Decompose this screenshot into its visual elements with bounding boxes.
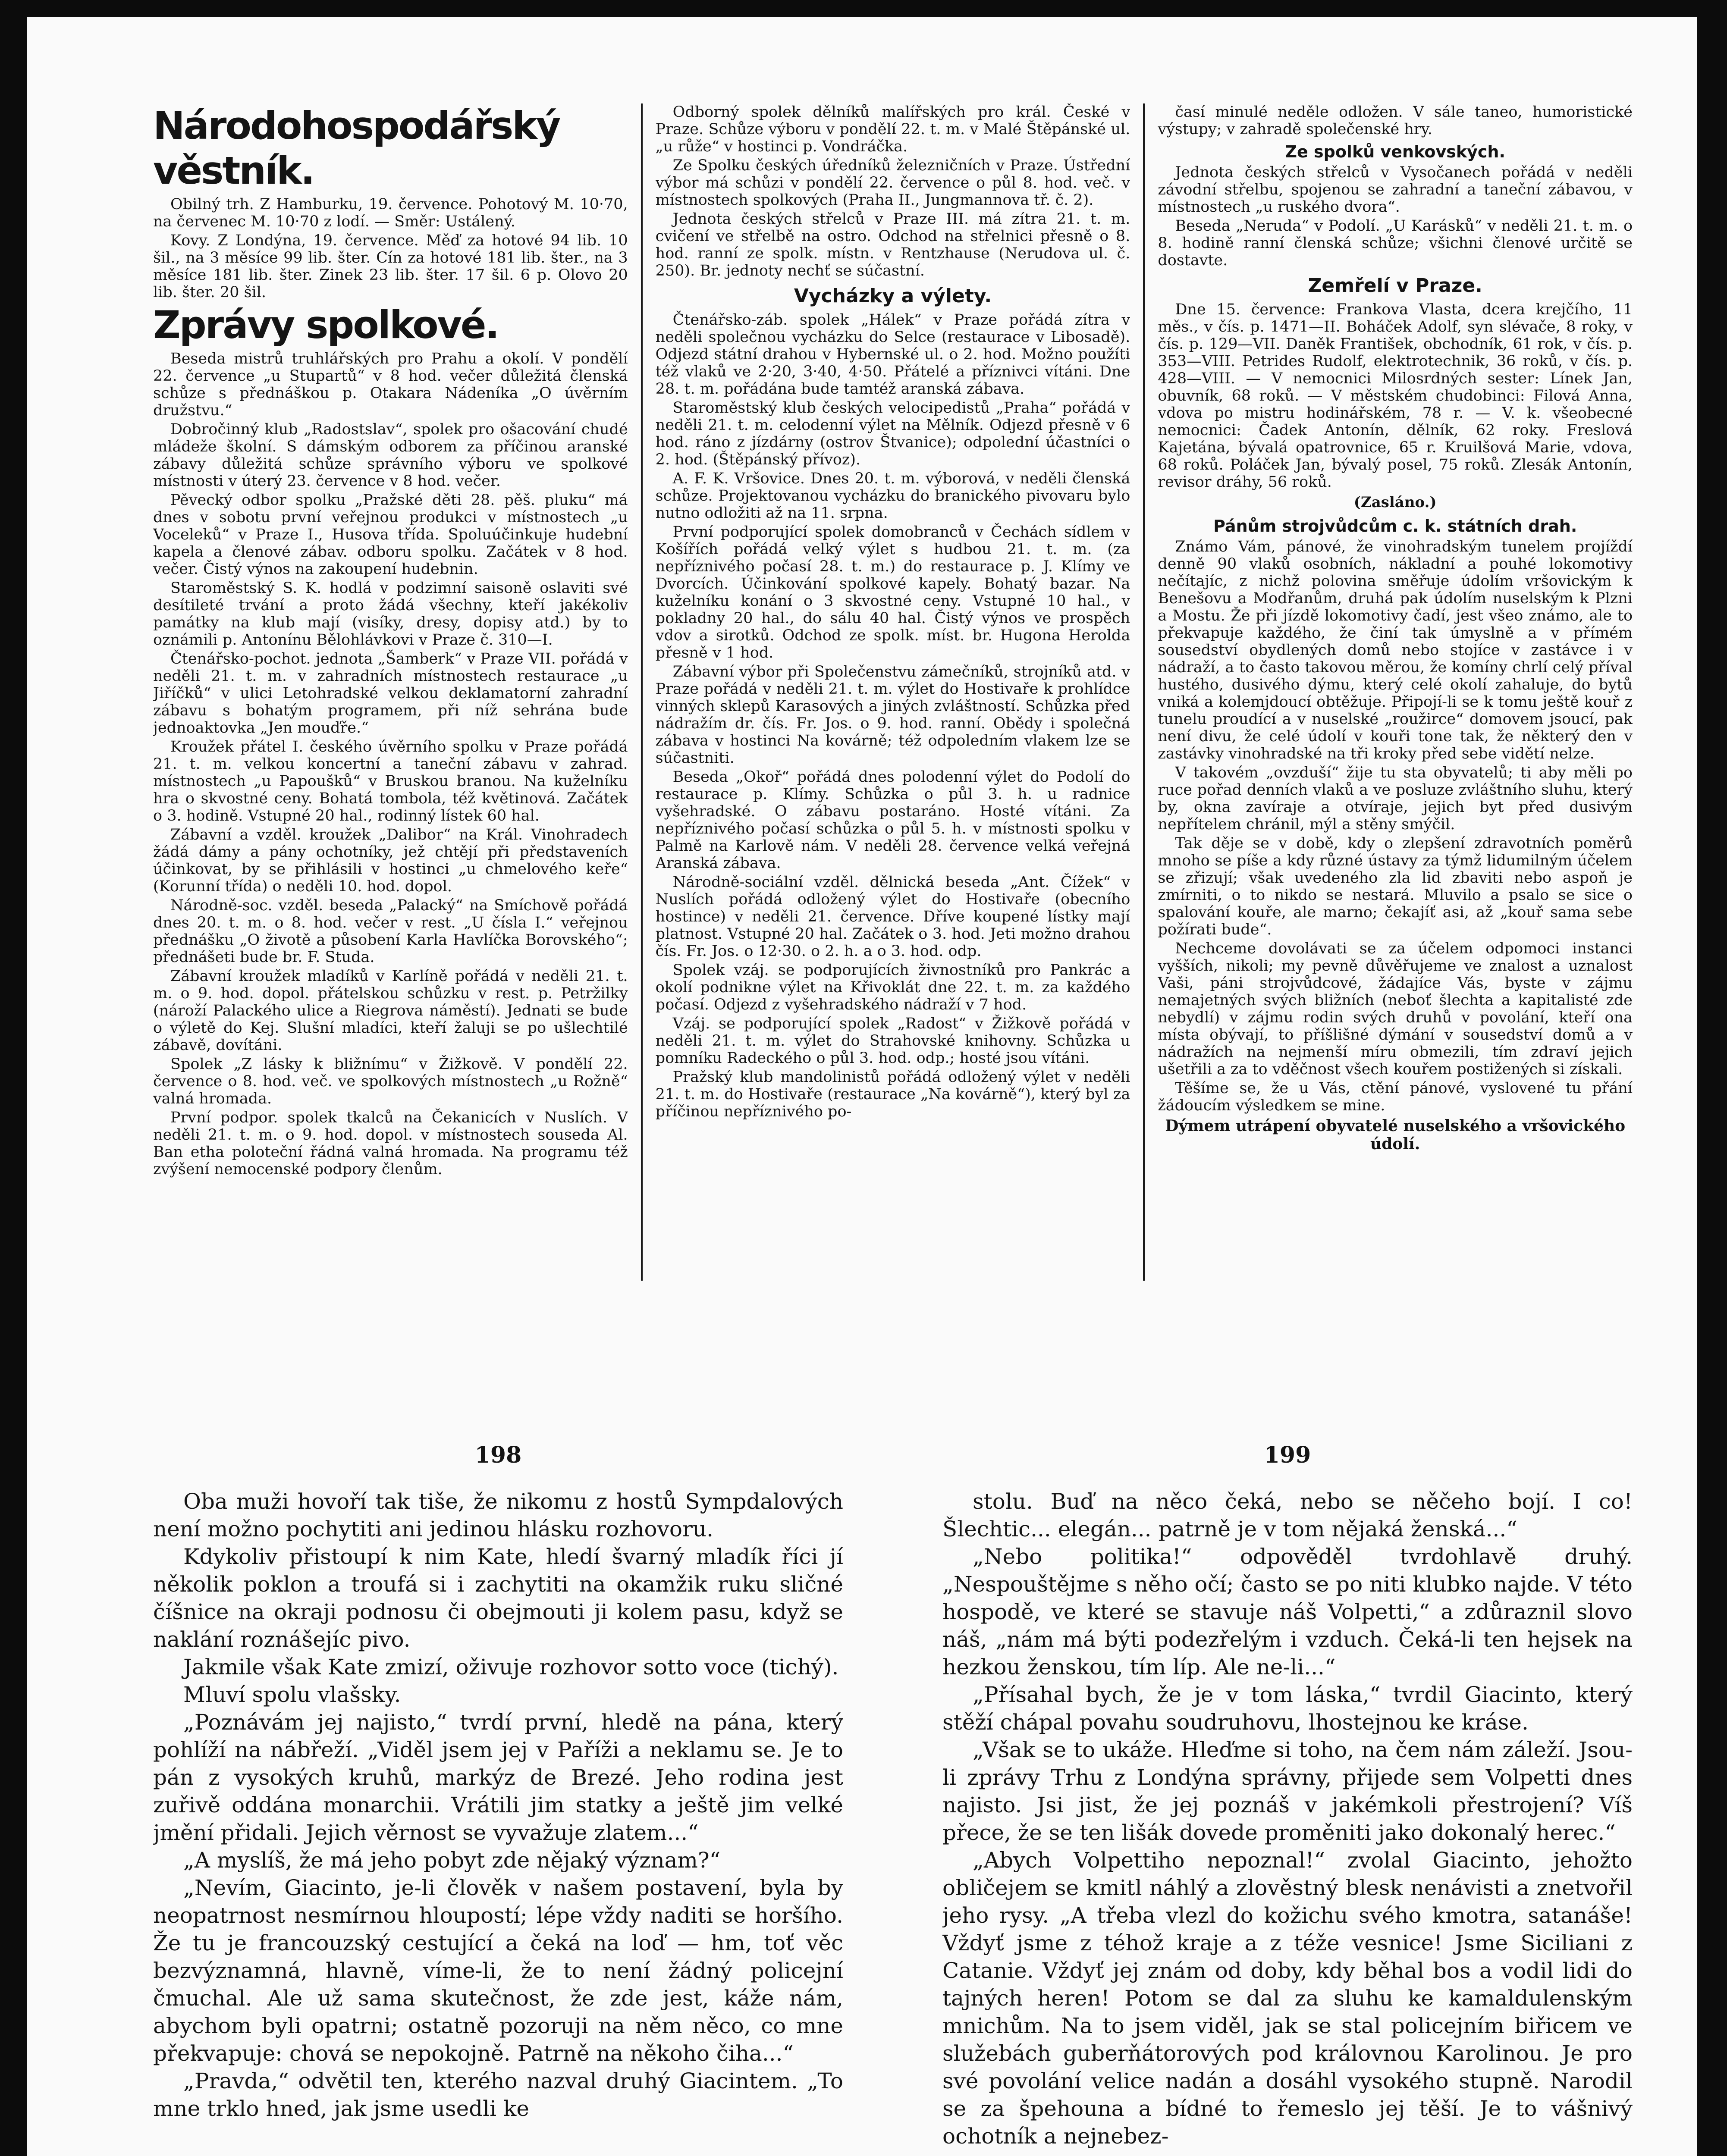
paragraph: Pražský klub mandolinistů pořádá odložený výlet v neděli 21. t. m. do Hostivaře (restaurace „Na kovárně“), který byl za příčinou nepříznivého po- — [655, 1069, 1130, 1120]
paragraph: „Přísahal bych, že je v tom láska,“ tvrdil Giacinto, který stěží chápal povahu soudruhovu, lhostejnou ke kráse. — [942, 1682, 1633, 1735]
paragraphs-market — [153, 196, 628, 301]
paragraphs-club-news-cont — [656, 103, 1130, 279]
paragraph: Mluví spolu vlašsky. — [183, 1682, 401, 1707]
scan-border-right — [1697, 0, 1727, 2156]
novel-page-left — [153, 1440, 843, 2156]
paragraph: Beseda „Neruda“ v Podolí. „U Karásků“ v neděli 21. t. m. o 8. hodině ranní členská schůze; všichni členové určitě se dostavte. — [1158, 217, 1633, 269]
column-divider — [641, 103, 643, 1281]
paragraph: Tak děje se v době, kdy o zlepšení zdravotních poměrů mnoho se píše a kdy různé ústavy za týmž lidumilným účelem se zřizují; však uvedeného zla lid zbaviti nebo aspoň je zmírniti, o to nikdo se nestará. Mluvilo a psalo se sice o spalování kouře, ale marno; čekajíť asi, až „kouř sama sebe požírati bude“. — [1158, 835, 1633, 938]
paragraph: Spolek „Z lásky k bližnímu“ v Žižkově. V pondělí 22. července o 8. hod. več. ve spolkových místnostech „u Rožně“ valná hromada. — [153, 1056, 628, 1107]
column-middle — [656, 103, 1130, 1281]
paragraph: Obilný trh. Z Hamburku, 19. července. Pohotový M. 10·70, na červenec M. 10·70 z lodí. — Směr: Ustálený. — [153, 196, 628, 230]
paragraph: Kovy. Z Londýna, 19. července. Měď za hotové 94 lib. 10 šil., na 3 měsíce 99 lib. šter. Cín za hotové 181 lib. šter., na 3 měsíce 181 lib. šter. Zinek 23 lib. šter. 17 šil. 6 p. Olovo 20 lib. šter. 20 šil. — [153, 232, 628, 301]
paragraph: Zábavní kroužek mladíků v Karlíně pořádá v neděli 21. t. m. o 9. hod. dopol. přátelskou schůzku v rest. p. Petržilky (nároží Palackého ulice a Riegrova náměstí). Jednati se bude o výletě do Kej. Slušní mladíci, kteří žaluji se po ušlechtilé zábavě, dovítáni. — [153, 968, 628, 1054]
paragraph: Beseda „Okoř“ pořádá dnes polodenní výlet do Podolí do restaurace p. Klímy. Schůzka o půl 3. h. u radnice vyšehradské. O zábavu postaráno. Hosté vítáni. Za nepříznivého počasí schůzka o půl 5. h. v místnosti spolku v Palmě na Karlově nám. V neděli 28. července velká veřejná Aranská zábava. — [655, 768, 1130, 872]
paragraph: Těšíme se, že u Vás, ctění pánové, vyslovené tu přání žádoucím výsledkem se mine. — [1158, 1080, 1633, 1114]
paragraph: „Poznávám jej najisto,“ tvrdí první, hledě na pána, který pohlíží na nábřeží. „Viděl jsem jej v Paříži a neklamu se. Je to pán z vysokých kruhů, markýz de Brezé. Jeho rodina jest zuřivě oddána monarchii. Vrátili jim statky a ještě jim velké jmění přidali. Jejich věrnost se vyvažuje zlatem...“ — [153, 1710, 843, 1845]
page-number-right: 199 — [1264, 1442, 1311, 1468]
paragraph: Jakmile však Kate zmizí, oživuje rozhovor sotto voce (tichý). — [183, 1655, 839, 1680]
paragraph: Národně-soc. vzděl. beseda „Palacký“ na Smíchově pořádá dnes 20. t. m. o 8. hod. večer v rest. „U čísla I.“ veřejnou přednášku „O životě a působení Karla Havlíčka Borovského“; přednášeti bude br. F. Studa. — [153, 897, 628, 966]
paragraph: Dobročinný klub „Radostslav“, spolek pro ošacování chudé mládeže školní. S dámským odborem za příčinou aranské zábavy důležitá schůze správního výboru ve spolkové místnosti v úterý 23. července v 8 hod. večer. — [153, 421, 628, 490]
paragraph: stolu. Buď na něco čeká, nebo se něčeho bojí. I co! Šlechtic... elegán... patrně je v tom nějaká ženská...“ — [942, 1489, 1633, 1542]
heading-economic-bulletin: Národohospodářský věstník. — [153, 103, 560, 193]
paragraph: „Však se to ukáže. Hleďme si toho, na čem nám záleží. Jsou-li zprávy Trhu z Londýna správny, přijede sem Volpetti dnes najisto. Jsi jist, že jej poznáš v jakémkoli přestrojení? Víš přece, že se ten lišák dovede proměniti jako dokonalý herec.“ — [942, 1737, 1633, 1845]
scan-border-top — [0, 0, 1727, 17]
paragraph: Známo Vám, pánové, že vinohradským tunelem projíždí denně 90 vlaků osobních, nákladní a pouhé lokomotivy nečítajíc, z nichž polovina směřuje údolím vršovickým k Benešovu a Modřanům, druhá pak údolím nuselským k Plzni a Mostu. Že při jízdě lokomotivy čadí, jest všeo známo, ale to překvapuje každého, že činí tak úmyslně a v přímém sousedství obydlených domů nebo stojíce v zastávce i v nádraží, a to často takovou měrou, že komíny chrlí celý příval hustého, dusivého dýmu, který celé okolí zahaluje, do bytů vniká a kolemjdoucí obtěžuje. Připojí-li se k tomu ještě kouř z tunelu proudící a v nuselské „roužirce“ domovem jsoucí, pak není divu, že celé údolí v kouři tone tak, že některý den v zastávky vinohradské na tři kroky před sebe vidětí nelze. — [1158, 538, 1633, 762]
serial-novel-section — [153, 1440, 1633, 2156]
paragraph: Jednota českých střelců v Vysočanech pořádá v neděli závodní střelbu, spojenou se zahradní a taneční zábavou, v místnostech „u ruského dvora“. — [1158, 164, 1633, 216]
paragraph: Spolek vzáj. se podporujících živnostníků pro Pankrác a okolí podnikne výlet na Křivoklát dne 22. t. m. za každého počasí. Odjezd z vyšehradského nádraží v 7 hod. — [655, 962, 1130, 1013]
paragraph: Nechceme dovolávati se za účelem odpomoci instanci vyšších, nikoli; my pevně důvěřujeme ve znalost a uznalost Vaši, páni strojvůdcové, žádajíce Vás, byste v zájmu nemajetných svých bližních (neboť šlechta a kapitalisté zde nebydlí) v zájmu rodin svých druhů v povolání, kteří ona místa obývají, to příšlišné dýmání v sousedství domů a v nádražích na nejmenší míru obmezili, tím zdraví jejich ušetřili a za to vděčnost všech kouřem postižených si získali. — [1158, 940, 1633, 1078]
paragraph: Vzáj. se podporující spolek „Radost“ v Žižkově pořádá v neděli 21. t. m. výlet do Strahovské knihovny. Schůzka u pomníku Radeckého o půl 3. hod. odp.; hosté jsou vítáni. — [655, 1015, 1130, 1067]
paragraph: „Pravda,“ odvětil ten, kterého nazval druhý Giacintem. „To mne trklo hned, jak jsme usedli ke — [153, 2068, 843, 2121]
heading-trips: Vycházky a výlety. — [794, 285, 992, 307]
paragraphs-trips — [656, 311, 1130, 1120]
paragraphs-trips-cont — [1158, 103, 1633, 138]
paragraph: „Nebo politika!“ odpověděl tvrdohlavě druhý. „Nespouštějme s něho očí; často se po niti klubko najde. V této hospodě, ve které se stavuje náš Volpetti,“ a zdůraznil slovo náš, „nám má býti podezřelým i vzduch. Čeká-li ten hejsek na hezkou ženskou, tím líp. Ale ne-li...“ — [942, 1544, 1633, 1680]
paragraph: Staroměstský S. K. hodlá v podzimní saisoně oslaviti své desítileté trvání a proto žádá všechny, kteří jakékoliv památky na klub mají (visíky, dresy, dopisy atd.) by to oznámili p. Antonínu Bělohlávkovi v Praze č. 310—I. — [153, 580, 628, 649]
paragraphs-club-news — [153, 350, 628, 1178]
paragraph: V takovém „ovzduší“ žije tu sta obyvatelů; ti aby měli po ruce pořad denních vlaků a ve posluze zvláštního sluhu, který by, okna zavíraje a otvíraje, jejich byt před dusivým nepřítelem chránil, mýl a stěny smýčil. — [1158, 764, 1633, 833]
novel-page-right — [942, 1440, 1633, 2156]
paragraph: A. F. K. Vršovice. Dnes 20. t. m. výborová, v neděli členská schůze. Projektovanou vycházku do branického pivovaru bylo nutno odložiti až na 11. srpna. — [655, 470, 1130, 522]
scan-border-left — [0, 0, 27, 2156]
novel-paragraphs-right — [942, 1488, 1633, 2150]
paragraph: Čtenářsko-pochot. jednota „Šamberk“ v Praze VII. pořádá v neděli 21. t. m. v zahradních místnostech restaurace „u Jiříčků“ v ulici Letohradské velkou deklamatorní zahradní zábavu s bohatým programem, při níž sehrána bude jednoaktovka „Jen mouďře.“ — [153, 650, 628, 736]
paragraph: Oba muži hovoří tak tiše, že nikomu z hostů Sympdalových není možno pochytiti ani jedinou hlásku rozhovoru. — [153, 1489, 843, 1542]
paragraphs-deceased — [1158, 301, 1633, 491]
heading-deceased: Zemřelí v Praze. — [1308, 275, 1482, 297]
heading-open-letter: Pánům strojvůdcům c. k. státních drah. — [1213, 517, 1577, 536]
paragraph: Zábavní a vzděl. kroužek „Dalibor“ na Král. Vinohradech žádá dámy a pány ochotníky, jež chtějí při představeních účinkovat, by se přihlásili v hostinci „u chmelového keře“ (Korunní třída) o neděli 10. hod. dopol. — [153, 826, 628, 895]
news-section — [153, 103, 1633, 1281]
heading-country-clubs: Ze spolků venkovských. — [1285, 142, 1505, 161]
paragraph: Čtenářsko-záb. spolek „Hálek“ v Praze pořádá zítra v neděli společnou vycházku do Selce (restaurace v Libosadě). Odjezd státní drahou v Hybernské ul. o 2. hod. Možno použíti též vlaků ve 2·20, 3·40, 4·50. Přátelé a příznivci vítáni. Dne 28. t. m. pořádána bude tamtéž aranská zábava. — [655, 311, 1130, 398]
novel-paragraphs-left — [153, 1488, 843, 2122]
paragraph: Národně-sociální vzděl. dělnická beseda „Ant. Čížek“ v Nuslích pořádá odložený výlet do Hostivaře (obecního hostince) v neděli 21. července. Dříve koupené lístky mají platnost. Vstupné 20 hal. Začátek o 3. hod. Jeti možno drahou čís. Fr. Jos. o 12·30. o 2. h. a o 3. hod. odp. — [655, 874, 1130, 960]
paragraph: Zábavní výbor při Společenstvu zámečníků, strojníků atd. v Praze pořádá v neděli 21. t. m. výlet do Hostivaře k prohlídce vinných sklepů Karasových a jiných zvláštností. Schůzka před nádražím dr. čís. Fr. Jos. o 9. hod. ranní. Obědy i společná zábava v hostinci Na kovárně; též odpoledním vlakem lze se súčastniti. — [655, 663, 1130, 767]
column-left — [153, 103, 628, 1281]
paragraph: Dne 15. července: Frankova Vlasta, dcera krejčího, 11 měs., v čís. p. 1471—II. Boháček Adolf, syn slévače, 8 roky, v čís. p. 129—VII. Daněk František, obchodník, 61 rok, v čís. p. 353—VIII. Petrides Rudolf, elektrotechnik, 36 roků, v čís. p. 428—VIII. — V nemocnici Milosrdných sester: Línek Jan, obuvník, 68 roků. — V městském chudobinci: Filová Anna, vdova po mistru hodinářském, 78 r. — V. k. všeobecné nemocnici: Čadek Antonín, dělník, 62 roky. Freslová Kajetána, bývalá opatrovnice, 65 r. Kruilšová Marie, vdova, 68 roků. Poláček Jan, bývalý posel, 75 roků. Zlesák Antonín, revisor dráhy, 56 roků. — [1158, 301, 1633, 491]
paragraph: „Abych Volpettiho nepoznal!“ zvolal Giacinto, jehožto obličejem se kmitl náhlý a zlověstný blesk nenávisti a znetvořil jeho rysy. „A třeba vlezl do kožichu svého kmotra, satanáše! Vždyť jsme z téhož kraje a z téže vesnice! Jsme Siciliani z Catanie. Vždyť jej znám od doby, kdy běhal bos a vodil lidi do tajných heren! Potom se dal za sluhu ke kamaldulenským mnichům. Na to jsem viděl, jak se stal policejním biřicem ve služebách guberňátorových pod královnou Karolinou. Je pro své povolání velice nadán a dosáhl vysokého stupně. Narodil se za špehouna a bídné to řemeslo jej těší. Je to vášnivý ochotník a nejnebez- — [942, 1848, 1633, 2149]
paragraph: Kroužek přátel I. českého úvěrního spolku v Praze pořádá 21. t. m. velkou koncertní a taneční zábavu v zahrad. místnostech „u Papoušků“ v Bruskou branou. Na kuželníku hra o skvostné ceny. Bohatá tombola, též květinová. Začátek o 3. hodině. Vstupné 20 hal., rodinný lístek 60 hal. — [153, 738, 628, 824]
paragraph: Kdykoliv přistoupí k nim Kate, hledí švarný mladík říci jí několik poklon a troufá si i zachytiti na okamžik ruku sličné číšnice na okraji podnosu či obejmouti ji kolem pasu, když se naklání roznášejíc pivo. — [153, 1544, 843, 1652]
paragraph: První podporující spolek domobranců v Čechách sídlem v Košířích pořádá velký výlet s hudbou 21. t. m. (za nepříznivého počasí 28. t. m.) do restaurace p. J. Klímy ve Dvorcích. Účinkování spolkové kapely. Bohatý bazar. Na kuželníku konání o 3 skvostné ceny. Vstupné 10 hal., v pokladny 20 hal., do sálu 40 hal. Čistý výnos ve prospěch vdov a sirotků. Odchod ze spolk. míst. br. Hugona Herolda přesně v 1 hod. — [655, 523, 1130, 661]
paragraph: časí minulé neděle odložen. V sále taneo, humoristické výstupy; v zahradě společenské hry. — [1158, 103, 1633, 138]
column-divider — [1143, 103, 1145, 1281]
paragraph: „Nevím, Giacinto, je-li člověk v našem postavení, byla by neopatrnost nesmírnou hloupostí; lépe vždy naditi se horšího. Že tu je francouzský cestující a čeká na loď — hm, toť věc bezvýznamná, hlavně, víme-li, že to není žádný policejní čmuchal. Ale už sama skutečnost, že zde jest, káže nám, abychom byli opatrni; ostatně pozoruji na něm něco, co mne překvapuje: chová se nepokojně. Patrně na někoho čiha...“ — [153, 1875, 843, 2066]
paragraph: Jednota českých střelců v Praze III. má zítra 21. t. m. cvičení ve střelbě na ostro. Odchod na střelnici přesně o 8. hod. ranní ze spolk. místn. v Rentzhause (Nerudova ul. č. 250). Br. jednoty nechť se súčastní. — [655, 210, 1130, 279]
paragraph: Beseda mistrů truhlářských pro Prahu a okolí. V pondělí 22. července „u Stupartů“ v 8 hod. večer důležitá členská schůze s přednáškou p. Otakara Nádeníka „O úvěrním družstvu.“ — [153, 350, 628, 419]
paragraph: Pěvecký odbor spolku „Pražské děti 28. pěš. pluku“ má dnes v sobotu první veřejnou produkci v místnostech „u Voceleků“ v Praze I., Husova třída. Spoluúčinkuje hudební kapela a členové zábav. odboru spolku. Začátek v 8 hod. večer. Čistý výnos na zakoupení hudebnin. — [153, 492, 628, 578]
paragraphs-country-clubs — [1158, 164, 1633, 269]
heading-club-news: Zprávy spolkové. — [153, 303, 499, 347]
paragraph: Staroměstský klub českých velocipedistů „Praha“ pořádá v neděli 21. t. m. celodenní výlet na Mělník. Odjezd přesně v 6 hod. ráno z jízdárny (ostrov Štvanice); odpolední účastníci o 2. hod. (Štěpánský přívoz). — [655, 399, 1130, 468]
letter-signature: Dýmem utrápení obyvatelé nuselského a vršovického údolí. — [1165, 1117, 1626, 1153]
paragraph: Ze Spolku českých úředníků železničních v Praze. Ústřední výbor má schůzi v pondělí 22. července o půl 8. hod. več. v místnostech spolkových (Praha II., Jungmannova tř. č. 2). — [655, 157, 1130, 209]
sent-in-label: (Zasláno.) — [1353, 494, 1437, 511]
paragraph: „A myslíš, že má jeho pobyt zde nějaký význam?“ — [183, 1848, 721, 1873]
paragraph: Odborný spolek dělníků malířských pro král. České v Praze. Schůze výboru v pondělí 22. t. m. v Malé Štěpánské ul. „u růže“ v hostinci p. Vondráčka. — [655, 103, 1130, 155]
page-number-left: 198 — [474, 1442, 522, 1468]
paragraph: První podpor. spolek tkalců na Čekanicích v Nuslích. V neděli 21. t. m. o 9. hod. dopol. v místnostech souseda Al. Ban etha poloteční řádná valná hromada. Na programu též zvýšení nemocenské podpory členům. — [153, 1109, 628, 1178]
column-right — [1158, 103, 1633, 1281]
paragraphs-open-letter — [1158, 538, 1633, 1114]
